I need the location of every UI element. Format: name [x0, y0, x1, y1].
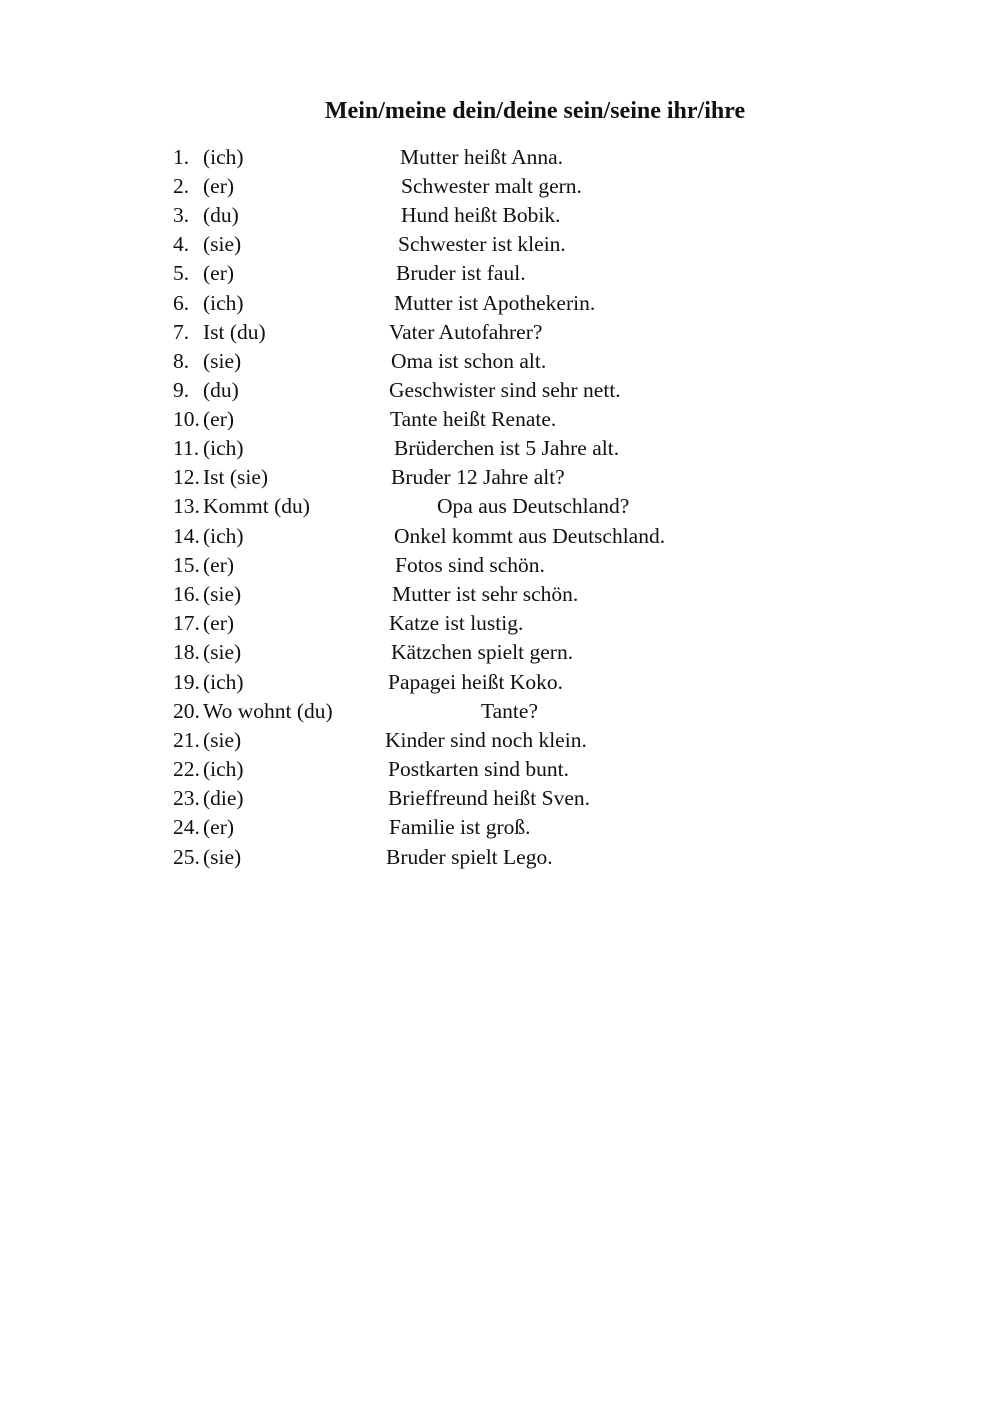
exercise-sentence: Oma ist schon alt. — [391, 349, 547, 373]
exercise-number: 4. — [173, 232, 190, 256]
exercise-number: 8. — [173, 349, 190, 373]
exercise-sentence: Bruder ist faul. — [396, 261, 526, 285]
exercise-number: 22. — [173, 757, 200, 781]
exercise-sentence: Kinder sind noch klein. — [385, 728, 587, 752]
exercise-number: 10. — [173, 407, 200, 431]
exercise-number: 20. — [173, 699, 200, 723]
exercise-number: 15. — [173, 553, 200, 577]
exercise-sentence: Hund heißt Bobik. — [401, 203, 561, 227]
exercise-sentence: Fotos sind schön. — [395, 553, 545, 577]
exercise-number: 7. — [173, 320, 190, 344]
exercise-cue: (er) — [203, 261, 235, 285]
exercise-cue: (sie) — [203, 640, 242, 664]
exercise-number: 5. — [173, 261, 190, 285]
exercise-number: 9. — [173, 378, 190, 402]
exercise-cue: (sie) — [203, 582, 242, 606]
exercise-number: 14. — [173, 524, 200, 548]
exercise-cue: (ich) — [203, 524, 244, 548]
exercise-number: 18. — [173, 640, 200, 664]
exercise-sentence: Bruder spielt Lego. — [386, 845, 553, 869]
exercise-cue: (sie) — [203, 845, 242, 869]
exercise-number: 23. — [173, 786, 200, 810]
exercise-cue: (ich) — [203, 757, 244, 781]
exercise-sentence: Papagei heißt Koko. — [388, 670, 563, 694]
exercise-cue: Kommt (du) — [203, 494, 310, 518]
exercise-number: 1. — [173, 145, 190, 169]
exercise-number: 3. — [173, 203, 190, 227]
exercise-sentence: Mutter heißt Anna. — [400, 145, 564, 169]
exercise-number: 12. — [173, 465, 200, 489]
exercise-cue: (ich) — [203, 145, 244, 169]
exercise-sentence: Schwester malt gern. — [401, 174, 582, 198]
exercise-number: 25. — [173, 845, 200, 869]
exercise-cue: Ist (du) — [203, 320, 266, 344]
exercise-sentence: Brieffreund heißt Sven. — [388, 786, 591, 810]
exercise-cue: (du) — [203, 378, 239, 402]
exercise-sentence: Katze ist lustig. — [389, 611, 524, 635]
exercise-sentence: Bruder 12 Jahre alt? — [391, 465, 565, 489]
exercise-cue: (er) — [203, 407, 235, 431]
exercise-sentence: Kätzchen spielt gern. — [391, 640, 574, 664]
exercise-number: 11. — [173, 436, 200, 460]
exercise-cue: (ich) — [203, 291, 244, 315]
exercise-sentence: Schwester ist klein. — [398, 232, 566, 256]
exercise-sentence: Mutter ist sehr schön. — [392, 582, 579, 606]
exercise-cue: (sie) — [203, 728, 242, 752]
exercise-number: 2. — [173, 174, 190, 198]
worksheet-title: Mein/meine dein/deine sein/seine ihr/ihre — [324, 98, 746, 124]
exercise-sentence: Geschwister sind sehr nett. — [389, 378, 621, 402]
exercise-sentence: Tante heißt Renate. — [390, 407, 557, 431]
exercise-number: 17. — [173, 611, 200, 635]
exercise-number: 19. — [173, 670, 200, 694]
exercise-sentence: Onkel kommt aus Deutschland. — [394, 524, 666, 548]
exercise-sentence: Vater Autofahrer? — [389, 320, 543, 344]
exercise-sentence: Brüderchen ist 5 Jahre alt. — [394, 436, 620, 460]
exercise-number: 6. — [173, 291, 190, 315]
exercise-cue: (er) — [203, 815, 235, 839]
exercise-cue: (du) — [203, 203, 239, 227]
exercise-sentence: Tante? — [481, 699, 538, 723]
exercise-cue: (sie) — [203, 349, 242, 373]
exercise-number: 13. — [173, 494, 200, 518]
exercise-number: 24. — [173, 815, 200, 839]
exercise-sentence: Postkarten sind bunt. — [388, 757, 569, 781]
exercise-cue: Ist (sie) — [203, 465, 269, 489]
exercise-sentence: Opa aus Deutschland? — [437, 494, 630, 518]
exercise-cue: (sie) — [203, 232, 242, 256]
exercise-cue: (er) — [203, 174, 235, 198]
exercise-cue: (ich) — [203, 670, 244, 694]
exercise-number: 21. — [173, 728, 200, 752]
exercise-cue: (er) — [203, 553, 235, 577]
exercise-cue: (er) — [203, 611, 235, 635]
exercise-cue: Wo wohnt (du) — [203, 699, 333, 723]
exercise-sentence: Familie ist groß. — [389, 815, 531, 839]
exercise-cue: (ich) — [203, 436, 244, 460]
exercise-sentence: Mutter ist Apothekerin. — [394, 291, 596, 315]
exercise-cue: (die) — [203, 786, 244, 810]
exercise-number: 16. — [173, 582, 200, 606]
